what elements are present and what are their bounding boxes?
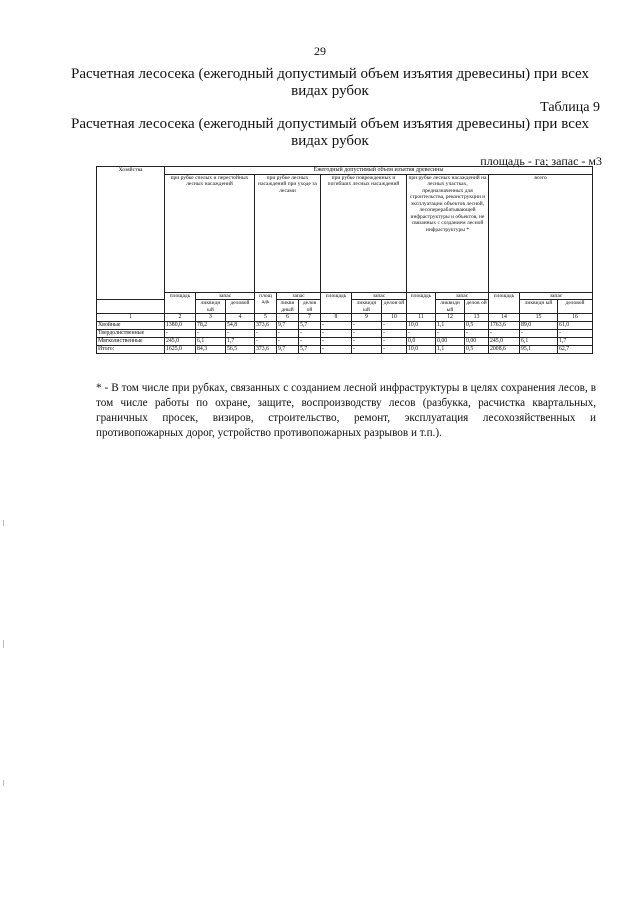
header-main: Ежегодный допустимый объем изъятия древесины [165,167,593,175]
table-cell: - [558,329,593,337]
column-index-cell: 15 [520,314,558,322]
table-cell: 245,0 [489,337,520,345]
table-row [97,337,593,345]
table-cell: 0,00 [465,337,489,345]
table-cell: - [321,329,352,337]
table-cell: - [321,345,352,353]
table-row [97,345,593,353]
column-index-cell: 2 [165,314,196,322]
table-cell: - [196,329,226,337]
row-label: Мягколиственные [97,337,165,345]
table-cell: - [321,321,352,329]
row-label: Твердолиственные [97,329,165,337]
page-number: 29 [314,44,326,58]
table-cell: - [277,329,299,337]
header-business: делов ой [382,300,407,314]
table-label: Таблица 9 [540,100,600,115]
table-cell: 0,5 [465,321,489,329]
column-index-cell: 7 [299,314,321,322]
table-cell: - [255,337,277,345]
table-cell: 1,1 [436,321,465,329]
header-household: Хозяйства [97,167,165,300]
document-heading: Расчетная лесосека (ежегодный допустимый объем изъятия древесины) при всех видах рубок [71,66,589,99]
header-liquid: ликви дный [277,300,299,314]
table-cell: - [465,329,489,337]
header-area: площ адь [255,292,277,314]
column-index-cell: 3 [196,314,226,322]
table-cell: 1625,0 [165,345,196,353]
table-cell: - [352,337,382,345]
table-cell: 62,7 [558,345,593,353]
table-cell: - [226,329,255,337]
scan-mark [3,640,4,648]
column-index-cell: 5 [255,314,277,322]
table-body [97,321,593,353]
header-stock: запас [277,292,321,300]
table-cell: 0,00 [436,337,465,345]
table-cell: 5,7 [299,321,321,329]
table-cell: 6,1 [196,337,226,345]
table-cell: - [321,337,352,345]
table-title: Расчетная лесосека (ежегодный допустимый объем изъятия древесины) при всех видах рубок [71,116,589,149]
header-business: делов ой [465,300,489,314]
allowable-cut-table [96,166,593,354]
header-area: площадь [407,292,436,314]
header-area: площадь [321,292,352,314]
header-business: деловой [558,300,593,314]
table-cell: 1,7 [558,337,593,345]
scan-mark [3,520,4,526]
table-cell: - [407,329,436,337]
column-index-cell: 10 [382,314,407,322]
table-row [97,329,593,337]
column-index-cell: 16 [558,314,593,322]
table-cell: 6,1 [520,337,558,345]
header-stock: запас [520,292,593,300]
header-group-construction: при рубке лесных насаждений на лесных участках, предназначенных для строительства, реконструкции и эксплуатации объектов лесной, лесоперерабатывающей инфраструктуры и объектов, не связанных с созданием лесной инфраструктуры * [407,174,489,292]
header-group-mature: при рубке спелых и перестойных лесных насаждений [165,174,255,292]
column-index-cell: 1 [97,314,165,322]
table-cell: 9,7 [277,345,299,353]
footnote: * - В том числе при рубках, связанных с созданием лесной инфраструктуры в целях сохранения лесов, в том числе работы по охране, защите, воспроизводству лесов (разбукка, расчистка квартальных, граничных просек, визиров, строительство, ремонт, эксплуатация лесохозяйственных и противопожарных дорог, устройство противопожарных разрывов и т.п.). [96,382,596,439]
table-cell: - [255,329,277,337]
table-cell: - [277,337,299,345]
units-note: площадь - га; запас - м3 [480,154,602,168]
table-cell: 78,2 [196,321,226,329]
column-index-cell: 9 [352,314,382,322]
table-cell: - [165,329,196,337]
header-business: делов ой [299,300,321,314]
row-label: Хвойные [97,321,165,329]
header-area: площадь [489,292,520,314]
header-business: деловой [226,300,255,314]
table-cell: - [299,337,321,345]
table-cell: 373,6 [255,345,277,353]
table-cell: 84,3 [196,345,226,353]
table-row [97,321,593,329]
column-index-cell: 4 [226,314,255,322]
header-liquid: ликвидн ый [352,300,382,314]
table-cell: 56,5 [226,345,255,353]
table-cell: - [489,329,520,337]
table-cell: 9,7 [277,321,299,329]
table-cell: - [436,329,465,337]
column-index-cell: 11 [407,314,436,322]
header-liquid: ликвидн ый [520,300,558,314]
table-cell: 10,0 [407,321,436,329]
table-cell: - [299,329,321,337]
table-cell: 373,6 [255,321,277,329]
header-stock: запас [352,292,407,300]
table-cell: - [352,329,382,337]
table-cell: - [520,329,558,337]
table-cell: 2008,6 [489,345,520,353]
column-index-cell: 12 [436,314,465,322]
table-cell: 61,0 [558,321,593,329]
column-index-cell: 13 [465,314,489,322]
table-cell: - [382,337,407,345]
table-cell: 10,0 [407,345,436,353]
table-cell: - [352,345,382,353]
table-cell: - [382,345,407,353]
table-cell: - [382,329,407,337]
row-label: Итого: [97,345,165,353]
table-cell: 1763,6 [489,321,520,329]
header-stock: запас [436,292,489,300]
table-cell: 245,0 [165,337,196,345]
column-index-cell: 6 [277,314,299,322]
table-cell: 1380,0 [165,321,196,329]
header-group-total: всего [489,174,593,292]
table-cell: 5,7 [299,345,321,353]
scan-mark [3,780,4,786]
header-area: площадь [165,292,196,314]
header-household-blank [97,300,165,314]
column-index-row [97,314,593,322]
table-cell: - [352,321,382,329]
table-cell: 95,1 [520,345,558,353]
header-liquid: ликвидн ый [436,300,465,314]
table-cell: 89,0 [520,321,558,329]
table-cell: 0,0 [407,337,436,345]
table-cell: 0,5 [465,345,489,353]
column-index-cell: 14 [489,314,520,322]
header-liquid: ликвидн ый [196,300,226,314]
table-cell: 1,1 [436,345,465,353]
table-cell: - [382,321,407,329]
table-cell: 54,8 [226,321,255,329]
header-group-care: при рубке лесных насаждений при уходе за лесами [255,174,321,292]
column-index-cell: 8 [321,314,352,322]
header-stock: запас [196,292,255,300]
table-cell: 1,7 [226,337,255,345]
header-group-damaged: при рубке поврежденных и погибших лесных насаждений [321,174,407,292]
